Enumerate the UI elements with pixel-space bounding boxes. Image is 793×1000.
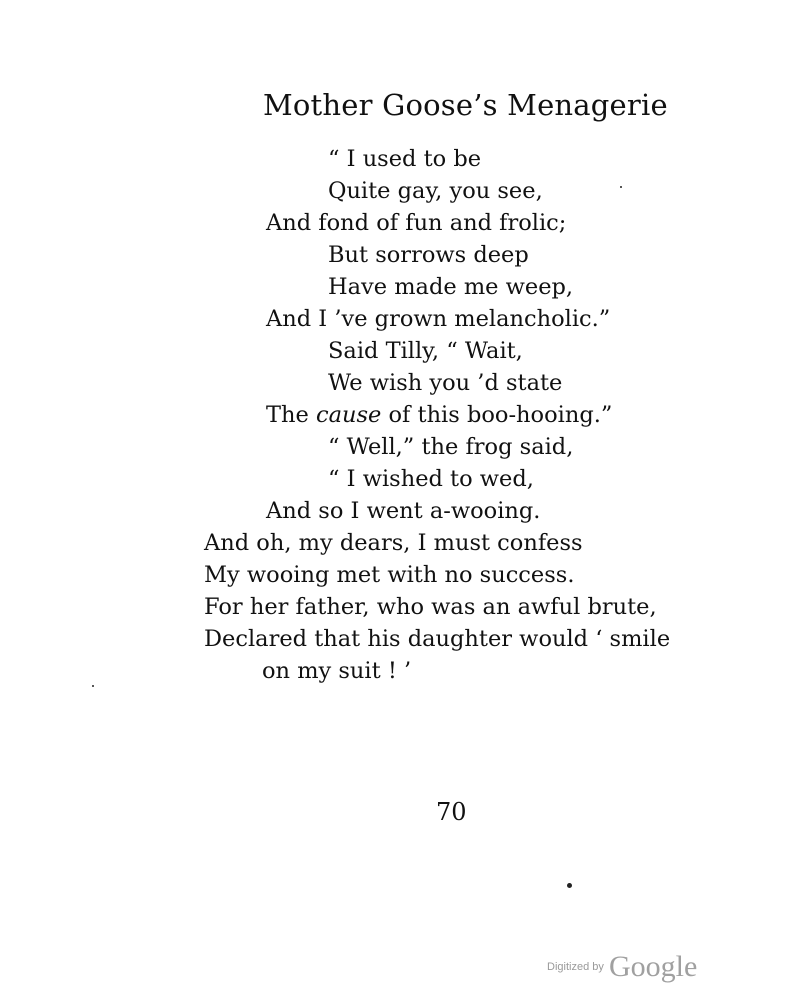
- line-text-before: The: [266, 402, 316, 428]
- poem-line: But sorrows deep: [328, 242, 529, 268]
- poem-line: And fond of fun and frolic;: [266, 210, 567, 236]
- poem-line: “ I wished to wed,: [328, 466, 534, 492]
- line-text-after: of this boo-hooing.”: [381, 402, 613, 428]
- watermark-prefix: Digitized by: [547, 961, 604, 973]
- poem-line: “ I used to be: [328, 146, 482, 172]
- running-head: Mother Goose’s Menagerie: [263, 88, 668, 122]
- poem-line: “ Well,” the frog said,: [328, 434, 574, 460]
- emphasized-word: cause: [315, 402, 382, 428]
- scan-speck: [92, 685, 94, 687]
- digitization-watermark: [547, 950, 697, 984]
- poem-line: And oh, my dears, I must confess: [204, 530, 583, 556]
- poem-line: on my suit ! ’: [262, 658, 412, 684]
- page-number: 70: [436, 798, 467, 826]
- poem-line: And I ’ve grown melancholic.”: [266, 306, 611, 332]
- poem-line: And so I went a-wooing.: [266, 498, 541, 524]
- poem-line: Have made me weep,: [328, 274, 574, 300]
- poem-line: Said Tilly, “ Wait,: [328, 338, 523, 364]
- poem-line: We wish you ’d state: [328, 370, 563, 396]
- poem-line-with-emphasis: [266, 404, 612, 427]
- poem-line: My wooing met with no success.: [204, 562, 575, 588]
- scan-speck: [620, 186, 622, 188]
- watermark-logo: Google: [608, 950, 698, 983]
- poem-line: For her father, who was an awful brute,: [204, 594, 657, 620]
- poem-line: Quite gay, you see,: [328, 178, 543, 204]
- scan-speck: [567, 883, 572, 888]
- poem-line: Declared that his daughter would ‘ smile: [204, 626, 671, 652]
